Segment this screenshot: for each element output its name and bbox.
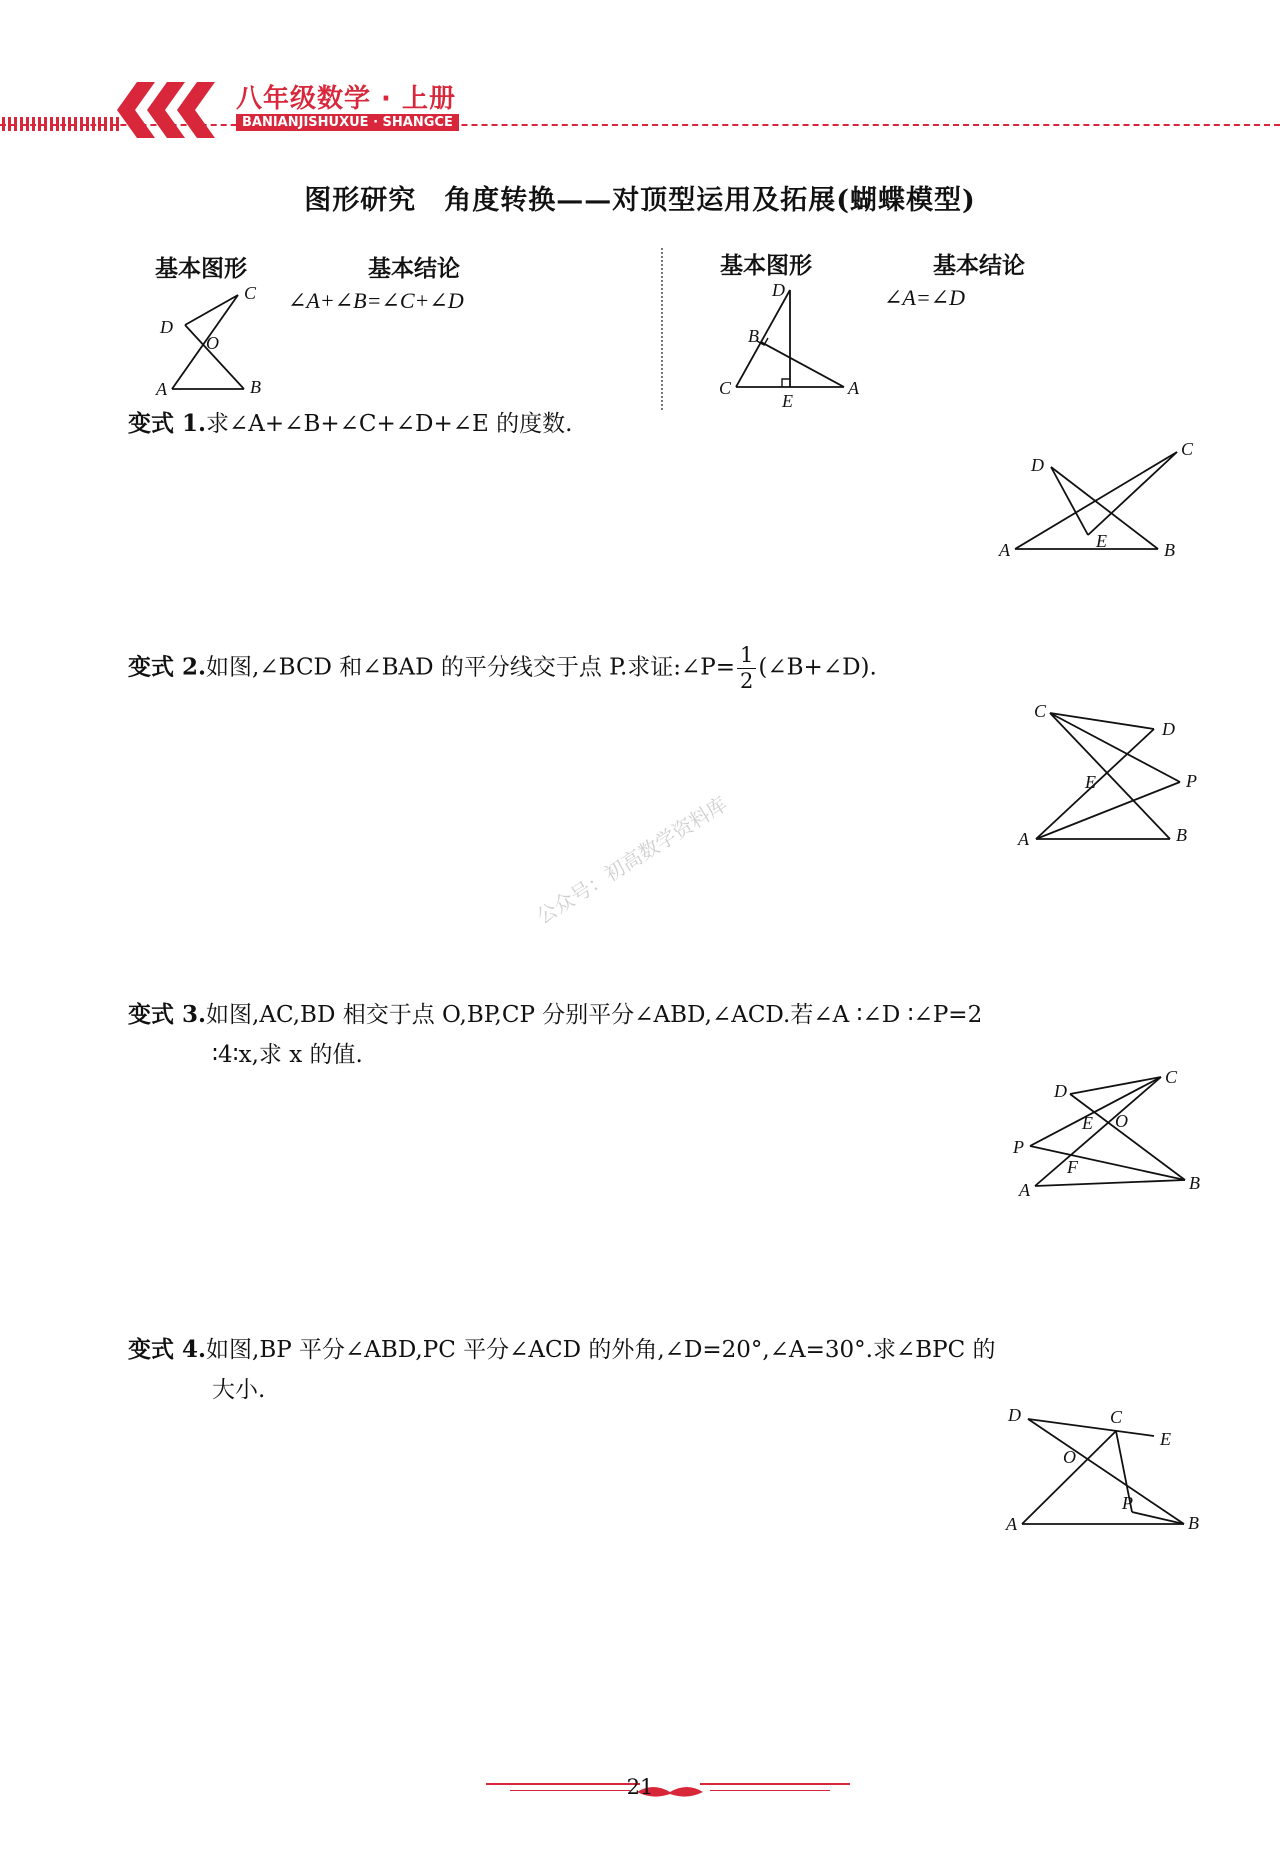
problem-1-figure bbox=[995, 435, 1205, 565]
fraction-denominator: 2 bbox=[740, 669, 754, 693]
section-divider bbox=[661, 248, 663, 410]
problem-3 bbox=[128, 995, 1208, 1075]
problem-3-label-o: O bbox=[1115, 1111, 1128, 1131]
problem-4-label-a: A bbox=[1006, 1514, 1017, 1534]
basic-left-conclusion-heading: 基本结论 bbox=[368, 255, 460, 282]
problem-3-label-a: A bbox=[1019, 1180, 1030, 1200]
problem-2 bbox=[128, 645, 1208, 692]
problem-4-label: 变式 4. bbox=[128, 1336, 207, 1363]
problem-3-label-c: C bbox=[1165, 1067, 1178, 1087]
problem-1-label-a: A bbox=[999, 540, 1010, 560]
basic-left-figure bbox=[150, 285, 280, 400]
problem-3-label-p: P bbox=[1013, 1137, 1024, 1157]
problem-2-label-b: B bbox=[1176, 825, 1187, 845]
problem-1-label-e: E bbox=[1096, 531, 1107, 551]
basic-right-conclusion-heading: 基本结论 bbox=[933, 252, 1025, 279]
problem-3-label-f: F bbox=[1067, 1157, 1078, 1177]
header-subtitle: BANIANJISHUXUE · SHANGCE bbox=[236, 114, 459, 131]
problem-1-text: 求∠A+∠B+∠C+∠D+∠E 的度数. bbox=[206, 411, 573, 437]
basic-right-label-c: C bbox=[719, 378, 732, 398]
problem-2-label-c: C bbox=[1034, 701, 1047, 721]
problem-2-fraction bbox=[737, 645, 756, 692]
basic-left-conclusion: ∠A+∠B=∠C+∠D bbox=[288, 288, 464, 313]
basic-right-label-e: E bbox=[782, 391, 793, 410]
basic-left-label-b: B bbox=[250, 377, 261, 397]
watermark: 公众号：初高数学资料库 bbox=[532, 791, 732, 929]
basic-right-label-a: A bbox=[848, 378, 859, 398]
problem-2-label-p: P bbox=[1186, 771, 1197, 791]
basic-right-label-d: D bbox=[772, 280, 785, 300]
problem-2-text-end: (∠B+∠D). bbox=[758, 654, 877, 681]
page-number: 21 bbox=[626, 1775, 654, 1799]
problem-3-label-b: B bbox=[1189, 1173, 1200, 1193]
problem-4-label-b: B bbox=[1188, 1513, 1199, 1533]
problem-4-label-o: O bbox=[1063, 1447, 1076, 1467]
problem-4-label-c: C bbox=[1110, 1407, 1123, 1427]
problem-4-label-d: D bbox=[1008, 1405, 1021, 1425]
basic-right-figure bbox=[712, 280, 872, 410]
header-dashed-rule bbox=[0, 124, 1280, 126]
problem-2-text: 如图,∠BCD 和∠BAD 的平分线交于点 P.求证:∠P= bbox=[206, 654, 736, 681]
problem-4-figure bbox=[1000, 1395, 1210, 1545]
basic-left-label-a: A bbox=[156, 379, 167, 399]
problem-2-label: 变式 2. bbox=[128, 653, 207, 681]
problem-4-text-line2: 大小. bbox=[212, 1377, 266, 1403]
problem-3-label: 变式 3. bbox=[128, 1001, 207, 1028]
basic-left-label-d: D bbox=[160, 317, 173, 337]
header bbox=[0, 0, 1280, 140]
basic-left-label-o: O bbox=[206, 333, 219, 353]
problem-2-label-e: E bbox=[1085, 772, 1096, 792]
basic-left-label-c: C bbox=[244, 285, 257, 303]
problem-1-label-b: B bbox=[1164, 540, 1175, 560]
header-title: 八年级数学 · 上册 bbox=[236, 84, 456, 114]
problem-4-text: 如图,BP 平分∠ABD,PC 平分∠ACD 的外角,∠D=20°,∠A=30°.求∠BPC 的 bbox=[206, 1337, 996, 1363]
header-logo-chevrons bbox=[115, 82, 235, 138]
fraction-numerator: 1 bbox=[737, 645, 756, 669]
problem-1-label-c: C bbox=[1181, 439, 1194, 459]
problem-3-label-d: D bbox=[1054, 1081, 1067, 1101]
problem-1-label-d: D bbox=[1031, 455, 1044, 475]
page-title: 图形研究 角度转换——对顶型运用及拓展(蝴蝶模型) bbox=[304, 185, 976, 216]
problem-3-label-e: E bbox=[1082, 1113, 1093, 1133]
basic-left-figure-heading: 基本图形 bbox=[155, 255, 247, 282]
basic-right-label-b: B bbox=[748, 326, 759, 346]
problem-4-label-p: P bbox=[1122, 1493, 1133, 1513]
basic-right-conclusion: ∠A=∠D bbox=[884, 285, 966, 310]
problem-2-label-d: D bbox=[1162, 719, 1175, 739]
problem-3-text-line2: ∶4∶x,求 x 的值. bbox=[212, 1042, 363, 1068]
problem-3-figure bbox=[1005, 1065, 1215, 1205]
problem-2-figure bbox=[1010, 695, 1210, 855]
problem-4-label-e: E bbox=[1160, 1429, 1171, 1449]
basic-right-figure-heading: 基本图形 bbox=[720, 252, 812, 279]
problem-3-text: 如图,AC,BD 相交于点 O,BP,CP 分别平分∠ABD,∠ACD.若∠A ∶∠D ∶∠P=2 bbox=[206, 1002, 983, 1028]
problem-2-label-a: A bbox=[1018, 829, 1029, 849]
problem-1-label: 变式 1. bbox=[128, 410, 207, 437]
